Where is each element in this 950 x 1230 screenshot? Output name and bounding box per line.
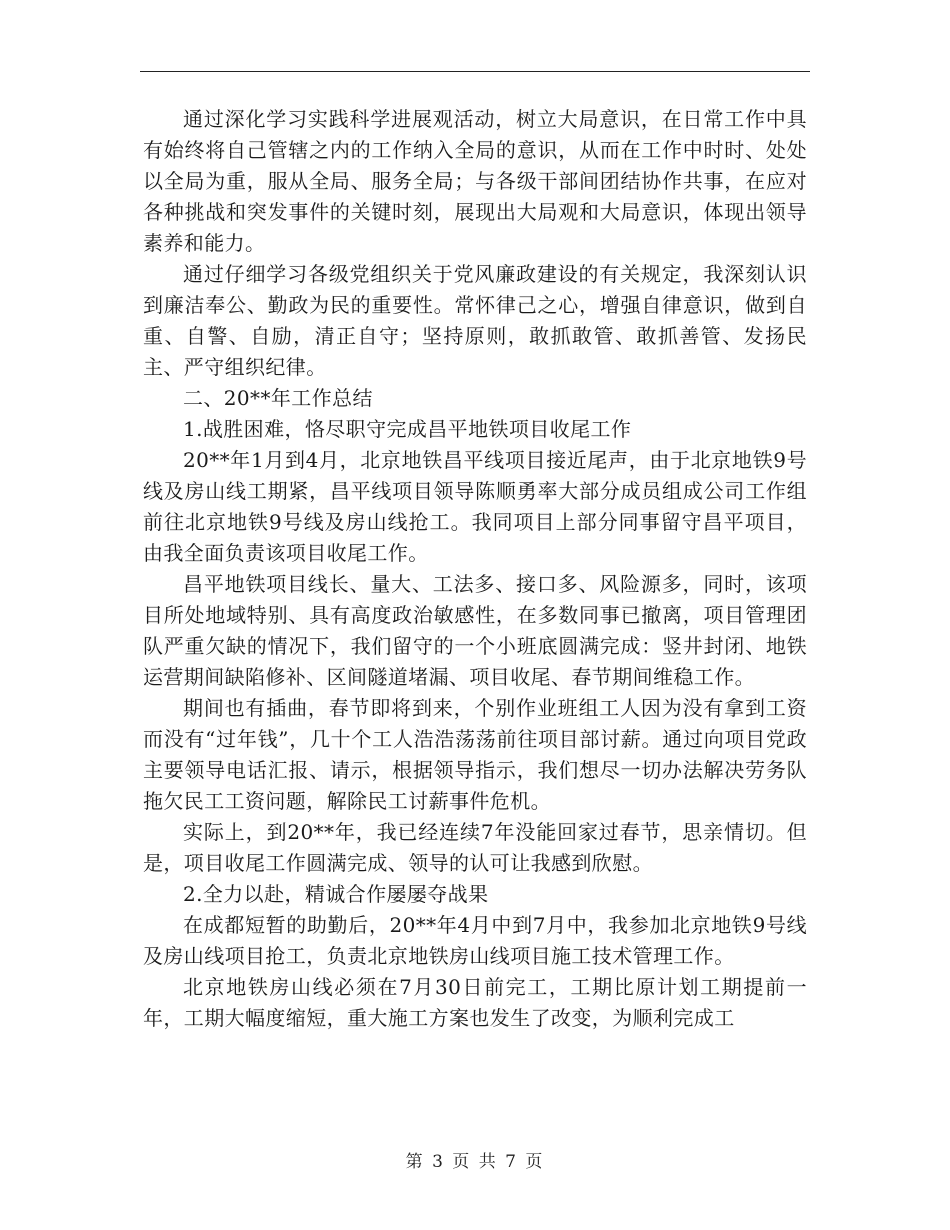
- paragraph: 通过深化学习实践科学进展观活动，树立大局意识，在日常工作中具有始终将自己管辖之内的工作纳入全局的意识，从而在工作中时时、处处以全局为重，服从全局、服务全局；与各级干部间团结协作共事，在应对各种挑战和突发事件的关键时刻，展现出大局观和大局意识，体现出领导素养和能力。: [143, 107, 807, 255]
- paragraph: 20**年1月到4月，北京地铁昌平线项目接近尾声，由于北京地铁9号线及房山线工期紧，昌平线项目领导陈顺勇率大部分成员组成公司工作组前往北京地铁9号线及房山线抢工。我同项目上部分同事留守昌平项目，由我全面负责该项目收尾工作。: [143, 448, 807, 565]
- section-heading: 二、20**年工作总结: [183, 386, 373, 410]
- paragraph: 通过仔细学习各级党组织关于党风廉政建设的有关规定，我深刻认识到廉洁奉公、勤政为民的重要性。常怀律己之心，增强自律意识，做到自重、自警、自励，清正自守；坚持原则，敢抓敢管、敢抓善管、发扬民主、严守组织纪律。: [143, 262, 807, 379]
- paragraph: 昌平地铁项目线长、量大、工法多、接口多、风险源多，同时，该项目所处地域特别、具有高度政治敏感性，在多数同事已撤离，项目管理团队严重欠缺的情况下，我们留守的一个小班底圆满完成：竖井封闭、地铁运营期间缺陷修补、区间隧道堵漏、项目收尾、春节期间维稳工作。: [143, 572, 807, 689]
- subsection-heading: 1.战胜困难，恪尽职守完成昌平地铁项目收尾工作: [183, 417, 632, 441]
- header-rule: [140, 71, 810, 72]
- page-footer: 第 3 页 共 7 页: [405, 1152, 545, 1172]
- paragraph: 实际上，到20**年，我已经连续7年没能回家过春节，思亲情切。但是，项目收尾工作圆满完成、领导的认可让我感到欣慰。: [143, 820, 807, 875]
- paragraph: 在成都短暂的助勤后，20**年4月中到7月中，我参加北京地铁9号线及房山线项目抢工，负责北京地铁房山线项目施工技术管理工作。: [143, 913, 807, 968]
- paragraph: 期间也有插曲，春节即将到来，个别作业班组工人因为没有拿到工资而没有“过年钱”，几十个工人浩浩荡荡前往项目部讨薪。通过向项目党政主要领导电话汇报、请示，根据领导指示，我们想尽一切办法解决劳务队拖欠民工工资问题，解除民工讨薪事件危机。: [143, 696, 807, 813]
- paragraph: 北京地铁房山线必须在7月30日前完工，工期比原计划工期提前一年，工期大幅度缩短，重大施工方案也发生了改变，为顺利完成工: [143, 975, 807, 1030]
- document-body: [143, 104, 807, 1034]
- subsection-heading: 2.全力以赴，精诚合作屡屡夺战果: [183, 882, 489, 906]
